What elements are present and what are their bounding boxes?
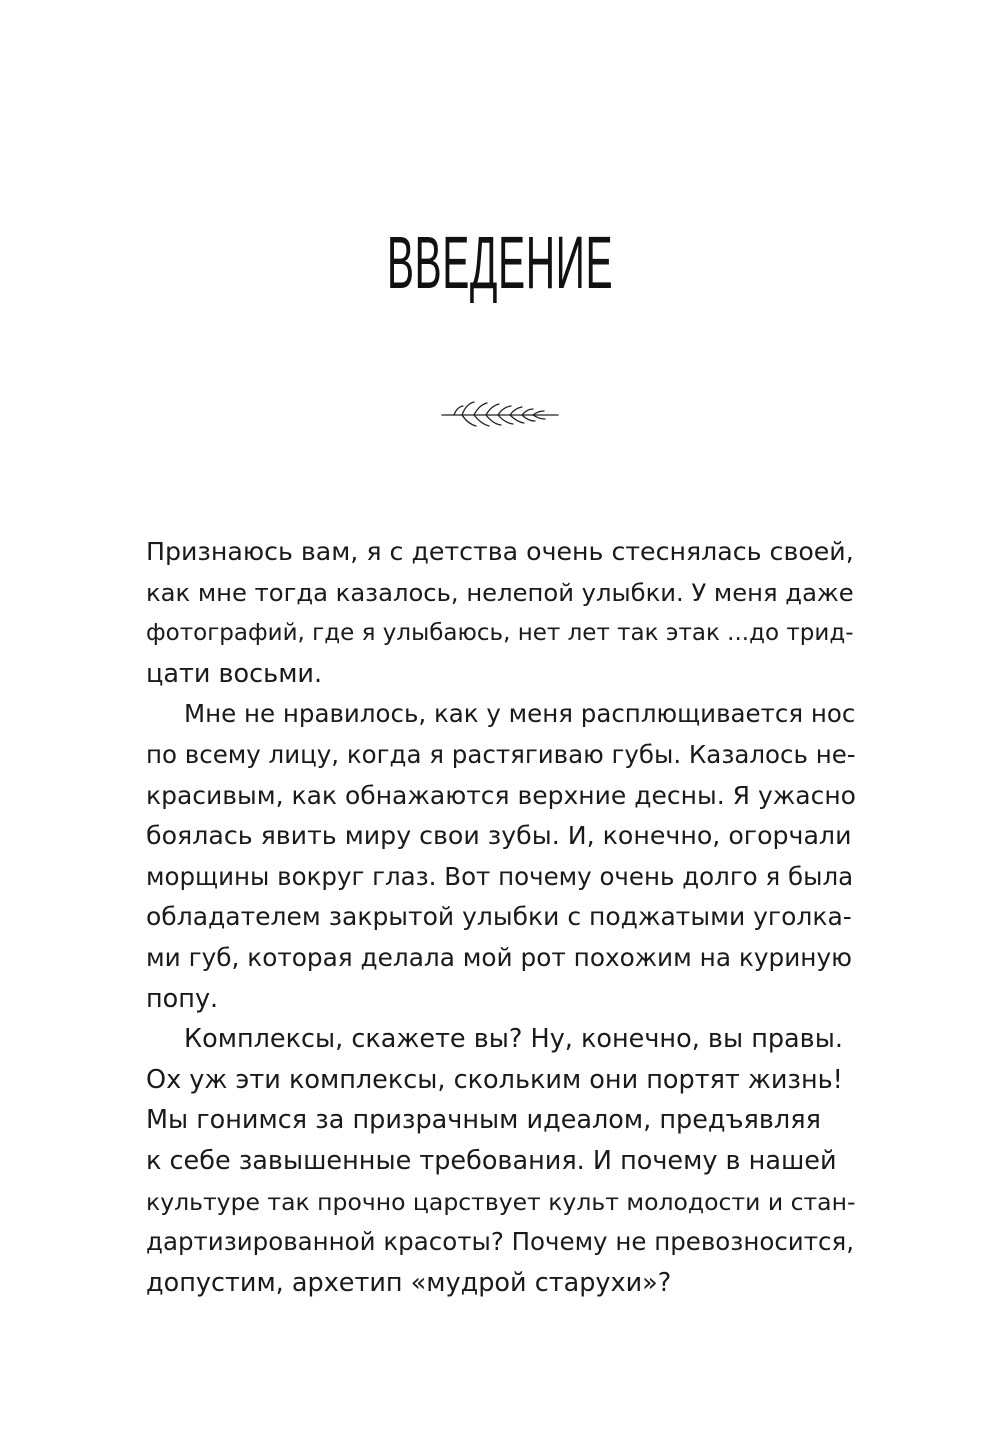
text-line: дартизированной красоты? Почему не превозносится, xyxy=(146,1227,854,1257)
text-line: морщины вокруг глаз. Вот почему очень долго я была xyxy=(146,861,854,891)
text-line: цати восьми. xyxy=(146,658,323,689)
text-line: боялась явить миру свои зубы. И, конечно, огорчали xyxy=(146,821,852,851)
text-line: Комплексы, скажете вы? Ну, конечно, вы правы. xyxy=(184,1024,843,1055)
chapter-body xyxy=(146,532,856,1303)
chapter-title: ВВЕДЕНИЕ xyxy=(386,221,614,304)
text-line: красивым, как обнажаются верхние десны. Я ужасно xyxy=(146,780,856,810)
text-line: Мы гонимся за призрачным идеалом, предъявляя xyxy=(146,1105,821,1136)
paragraph-1 xyxy=(146,532,856,694)
text-line: культуре так прочно царствует культ молодости и стан- xyxy=(146,1187,856,1216)
text-line: обладателем закрытой улыбки с поджатыми уголка- xyxy=(146,902,852,932)
text-line: попу. xyxy=(146,983,219,1014)
text-line: Мне не нравилось, как у меня расплющивается нос xyxy=(184,699,856,729)
text-line: Ох уж эти комплексы, скольким они портят жизнь! xyxy=(146,1064,843,1095)
text-line: Признаюсь вам, я с детства очень стеснялась своей, xyxy=(146,537,854,566)
text-line: по всему лицу, когда я растягиваю губы. Казалось не- xyxy=(146,739,856,769)
text-line: допустим, архетип «мудрой старухи»? xyxy=(146,1267,672,1298)
text-line: как мне тогда казалось, нелепой улыбки. У меня даже xyxy=(146,577,854,607)
paragraph-2 xyxy=(146,694,856,1019)
text-line: ми губ, которая делала мой рот похожим на куриную xyxy=(146,942,852,972)
paragraph-3 xyxy=(146,1019,856,1303)
fern-branch-icon xyxy=(438,394,562,434)
text-line: к себе завышенные требования. И почему в нашей xyxy=(146,1145,837,1176)
text-line: фотографий, где я улыбаюсь, нет лет так этак ...до трид- xyxy=(146,620,854,647)
